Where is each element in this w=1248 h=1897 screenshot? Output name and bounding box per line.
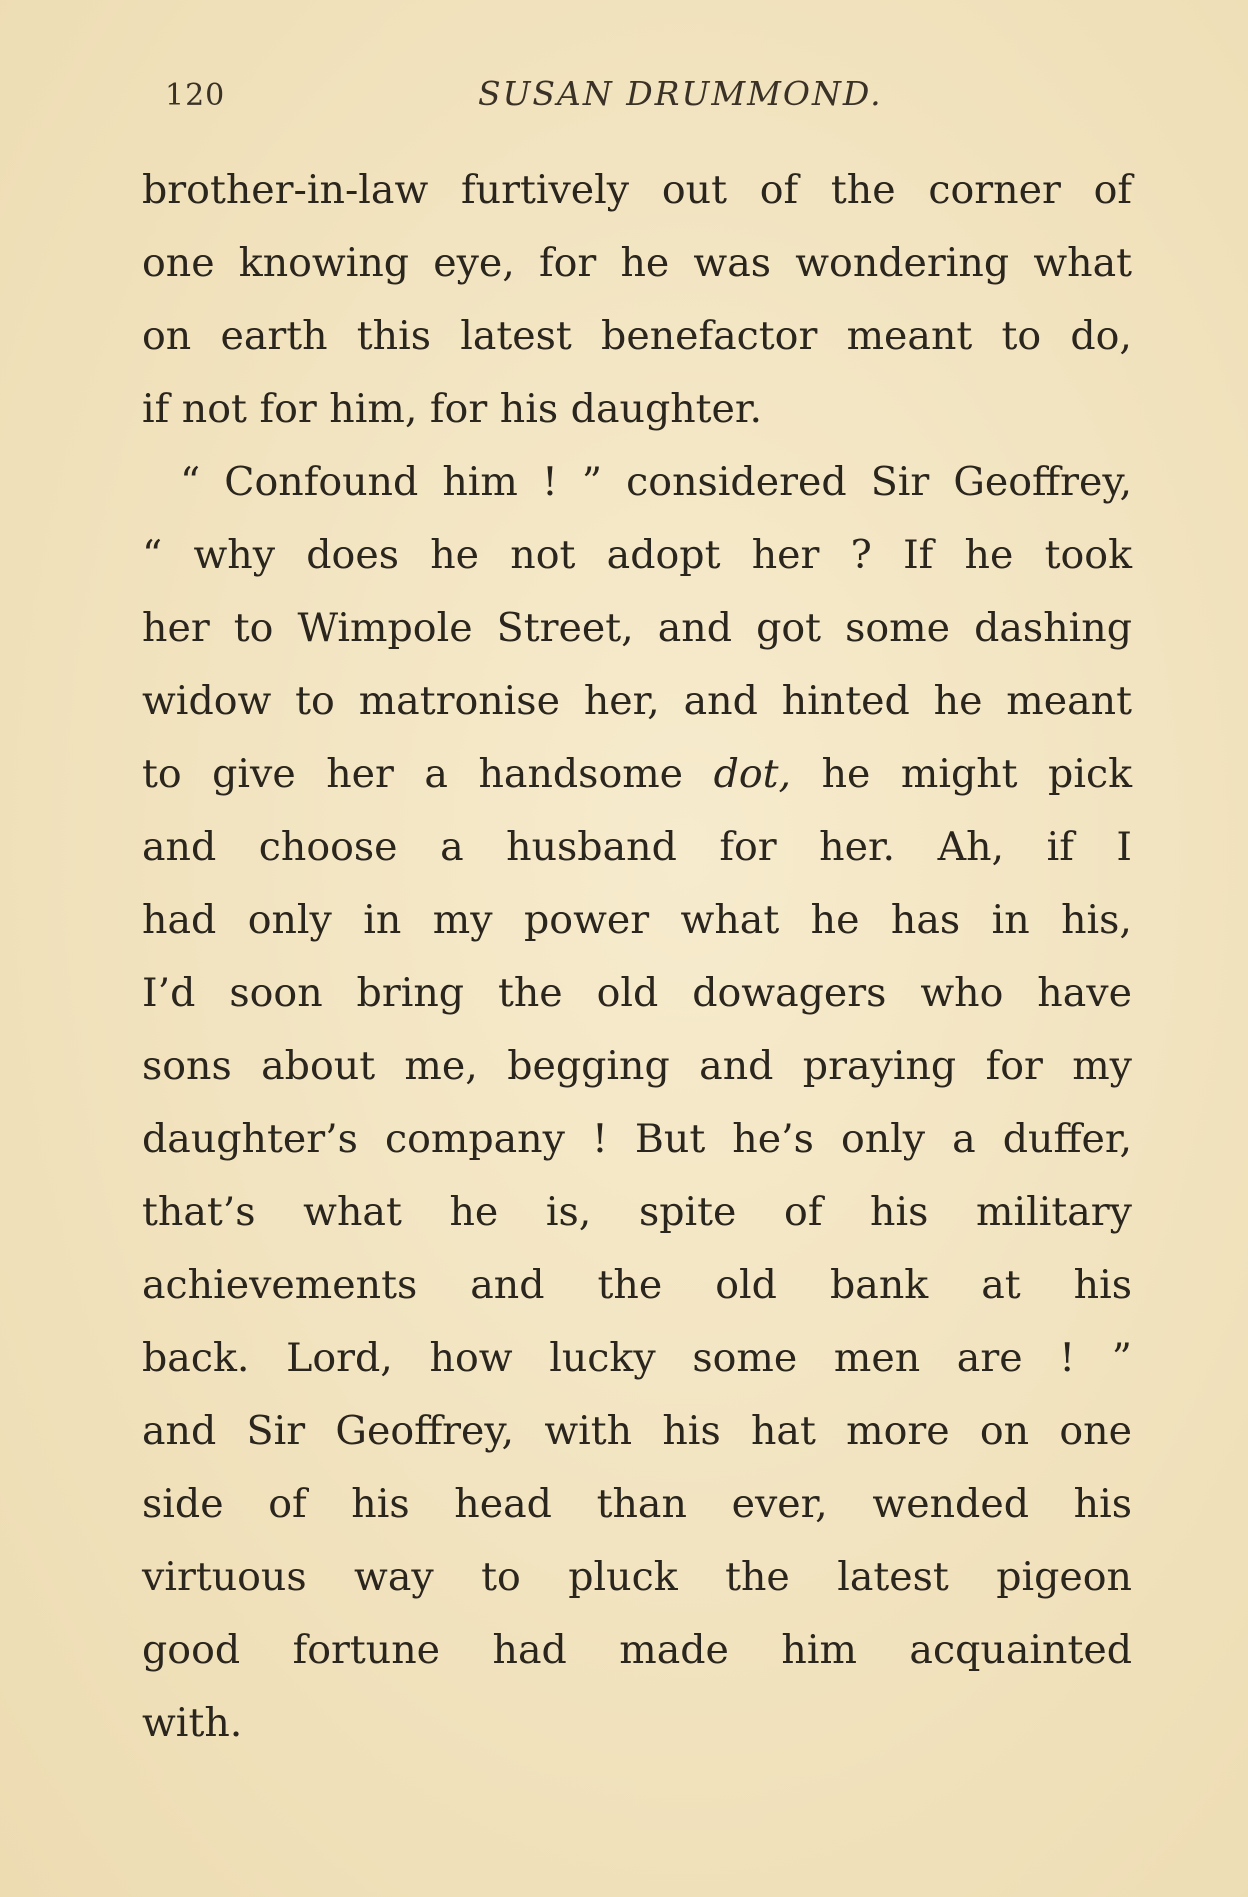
text-line: and Sir Geoffrey, with his hat more on one (142, 1408, 1132, 1454)
text-line: that’s what he is, spite of his military (142, 1189, 1132, 1235)
body-text (142, 154, 1132, 1760)
text-line: back. Lord, how lucky some men are ! ” (142, 1335, 1132, 1381)
text-line: widow to matronise her, and hinted he meant (142, 678, 1132, 724)
text-line: good fortune had made him acquainted (142, 1627, 1132, 1673)
text-line: and choose a husband for her. Ah, if I (142, 824, 1132, 870)
text-line (142, 738, 1132, 811)
text-line: “ why does he not adopt her ? If he took (142, 532, 1132, 578)
italic-word: dot, (713, 751, 792, 797)
text-line: virtuous way to pluck the latest pigeon (142, 1554, 1132, 1600)
text-line: her to Wimpole Street, and got some dashing (142, 605, 1132, 651)
text-line: if not for him, for his daughter. (142, 386, 763, 432)
text-line: brother-in-law furtively out of the corner of (142, 167, 1132, 213)
text-segment: he might pick (821, 751, 1133, 797)
text-line: had only in my power what he has in his, (142, 897, 1132, 943)
running-title: SUSAN DRUMMOND. (478, 74, 883, 113)
text-line: daughter’s company ! But he’s only a duffer, (142, 1116, 1132, 1162)
page-number: 120 (165, 78, 226, 113)
text-line: sons about me, begging and praying for my (142, 1043, 1132, 1089)
text-line: with. (142, 1700, 243, 1746)
text-line: one knowing eye, for he was wondering what (142, 240, 1132, 286)
text-segment: to give her a handsome (142, 751, 684, 797)
text-line: on earth this latest benefactor meant to do, (142, 313, 1132, 359)
text-line: achievements and the old bank at his (142, 1262, 1132, 1308)
text-line: I’d soon bring the old dowagers who have (142, 970, 1132, 1016)
text-line: “ Confound him ! ” considered Sir Geoffrey, (180, 459, 1132, 505)
text-line: side of his head than ever, wended his (142, 1481, 1132, 1527)
